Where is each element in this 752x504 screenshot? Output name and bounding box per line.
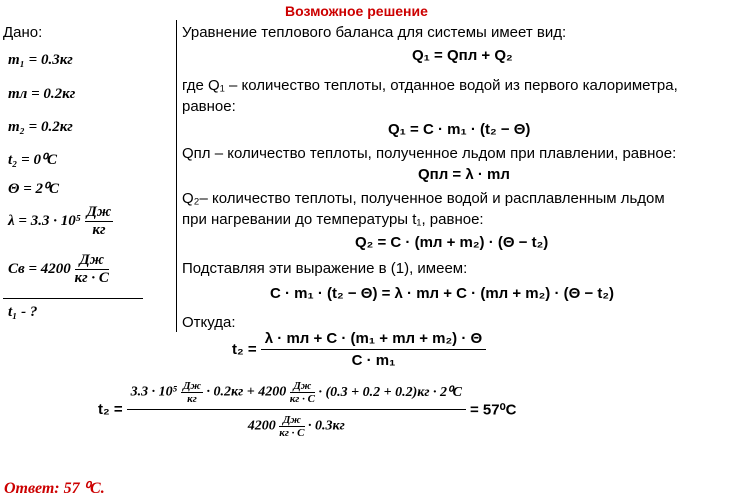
equation-t2-denominator: C · m₁	[351, 352, 396, 369]
equation-t2-formula	[232, 330, 486, 369]
solution-line-2a: где Q₁ – количество теплоты, отданное водой из первого калориметра,	[182, 77, 678, 94]
numeric-num-part-a: 3.3 · 10⁵	[130, 384, 178, 400]
numeric-den-unit-num: Дж	[279, 414, 304, 427]
given-m2: m₂ = 0.2кг	[8, 119, 73, 135]
given-find: t₁ - ?	[8, 304, 38, 320]
given-lambda	[8, 204, 113, 239]
given-divider	[3, 298, 143, 299]
numeric-num-unit-1-num: Дж	[182, 380, 201, 392]
given-cv-unit-num: Дж	[75, 252, 109, 270]
given-cv	[8, 252, 109, 287]
given-cv-unit-den: кг · C	[74, 270, 109, 286]
numeric-den-unit	[279, 414, 304, 439]
equation-t2-numeric	[98, 380, 516, 439]
equation-q2: Q₂ = C · (mл + m₂) · (Θ − t₂)	[355, 234, 549, 251]
equation-qpl: Qпл = λ · mл	[418, 166, 510, 183]
given-theta: Θ = 2⁰C	[8, 181, 60, 197]
solution-line-3: Qпл – количество теплоты, полученное льдом при плавлении, равное:	[182, 145, 677, 162]
solution-line-2b: равное:	[182, 98, 236, 115]
equation-q1: Q₁ = C · m₁ · (t₂ − Θ)	[388, 121, 531, 138]
equation-t2-numeric-numerator	[127, 380, 466, 410]
solution-line-4a: Q₂– количество теплоты, полученное водой и расплавленным льдом	[182, 190, 665, 207]
solution-line-1: Уравнение теплового баланса для системы имеет вид:	[182, 24, 567, 41]
given-cv-unit	[75, 252, 109, 287]
given-lambda-unit	[85, 204, 114, 239]
equation-t2-numeric-lhs: t₂ =	[98, 401, 123, 418]
numeric-num-unit-2-den: кг · C	[289, 393, 315, 405]
column-divider	[176, 20, 177, 332]
equation-t2-numeric-result: = 57⁰C	[469, 401, 517, 419]
numeric-num-unit-1	[181, 380, 203, 405]
final-answer: Ответ: 57 ⁰C.	[4, 480, 105, 497]
given-cv-lhs: Cв = 4200	[8, 261, 71, 277]
given-header: Дано:	[3, 24, 43, 41]
solution-line-6: Откуда:	[182, 314, 236, 331]
equation-t2-lhs: t₂ =	[232, 341, 257, 358]
numeric-num-unit-2	[290, 380, 315, 405]
numeric-den-part-b: · 0.3кг	[308, 418, 345, 434]
numeric-num-part-b: · 0.2кг + 4200	[206, 384, 287, 400]
given-t2: t₂ = 0⁰C	[8, 152, 57, 168]
numeric-num-unit-2-num: Дж	[290, 380, 315, 393]
given-lambda-unit-den: кг	[92, 222, 106, 238]
numeric-den-unit-den: кг · C	[279, 427, 305, 439]
numeric-num-part-c: · (0.3 + 0.2 + 0.2)кг · 2⁰C	[318, 385, 462, 400]
given-lambda-unit-num: Дж	[86, 204, 112, 220]
equation-t2-fraction	[261, 330, 486, 369]
equation-t2-numeric-fraction	[127, 380, 466, 439]
equation-t2-numerator: λ · mл + C · (m₁ + mл + m₂) · Θ	[261, 330, 486, 350]
equation-substituted: C · m₁ · (t₂ − Θ) = λ · mл + C · (mл + m₂) · (Θ − t₂)	[270, 285, 615, 302]
given-ml: mл = 0.2кг	[8, 86, 76, 102]
given-lambda-lhs: λ = 3.3 · 10⁵	[8, 213, 81, 229]
equation-heat-balance: Q₁ = Qпл + Q₂	[412, 47, 513, 64]
solution-title: Возможное решение	[285, 3, 428, 19]
solution-line-4b: при нагревании до температуры t₁, равное:	[182, 211, 484, 228]
equation-t2-numeric-denominator	[127, 410, 466, 439]
solution-line-5: Подставляя эти выражение в (1), имеем:	[182, 260, 468, 277]
numeric-den-part-a: 4200	[247, 418, 276, 434]
given-m1: m₁ = 0.3кг	[8, 52, 73, 68]
numeric-num-unit-1-den: кг	[187, 393, 197, 405]
